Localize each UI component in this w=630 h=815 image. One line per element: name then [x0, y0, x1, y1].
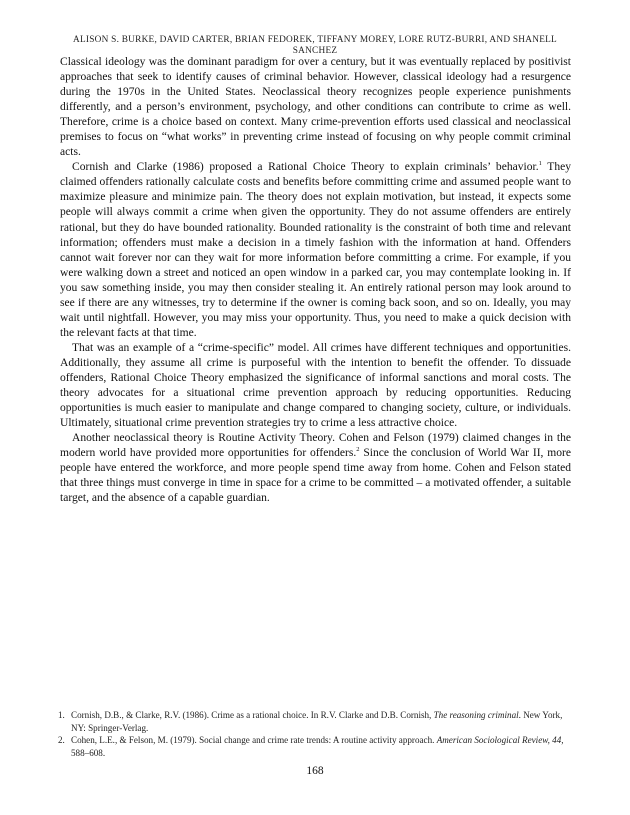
- footnote-text: 588–608.: [71, 747, 106, 758]
- footnote-title: American Sociological Review, 44,: [436, 735, 564, 746]
- footnote-number: 1.: [58, 710, 65, 720]
- footnote-text: . New York, NY: Springer-Verlag.: [71, 710, 563, 733]
- footnote-1: [60, 709, 571, 734]
- paragraph-routine-activity: [60, 431, 571, 506]
- footnote-number: 2.: [58, 735, 65, 746]
- page-number: 168: [306, 765, 324, 777]
- footnote-text: Cohen, L.E., & Felson, M. (1979). Social change and crime rate trends: A routine activity approach.: [71, 735, 437, 746]
- footnote-text: Cornish, D.B., & Clarke, R.V. (1986). Crime as a rational choice. In R.V. Clarke and D.B. Cornish,: [71, 710, 434, 720]
- paragraph-text: Cornish and Clarke (1986) proposed a Rational Choice Theory to explain criminals’ behavior.: [72, 161, 539, 174]
- footnotes: [60, 709, 571, 759]
- paragraph-text: Another neoclassical theory is Routine Activity Theory. Cohen and Felson (1979) claimed changes in the modern world have provided more opportunities for offenders.: [60, 432, 571, 460]
- paragraph-text: They claimed offenders rationally calculate costs and benefits before committing crime and assumed people want to maximize pleasure and minimize pain. The theory does not explain motivation, but instead, it expects some people will always commit a crime when given the opportunity. They do not assume offenders are entirely rational, but they do have bounded rationality. Bounded rationality is the constraint of both time and relevant information; offenders must make a decision in a timely fashion with the information at hand. Offenders cannot wait forever nor can they wait for more information before committing a crime. For example, if you were walking down a street and noticed an open window in a parked car, you may contemplate looking in. If you saw something inside, you may then consider stealing it. An entirely rational person may look around to see if there are any witnesses, try to determine if the owner is coming back soon, and so on. Ideally, you may wait until nightfall. However, you may miss your opportunity. Thus, you need to make a quick decision with the relevant facts at that time.: [60, 161, 572, 339]
- paragraph-classical-ideology: Classical ideology was the dominant paradigm for over a century, but it was eventually replaced by positivist approaches that seek to identify causes of criminal behavior. However, classical ideology had a resurgence during the 1970s in the United States. Neoclassical theory recognizes people experience punishments differently, and a person’s environment, psychology, and other conditions can contribute to crime as well. Therefore, crime is a choice based on context. Many crime-prevention efforts used classical and neoclassical premises to focus on “what works” in preventing crime instead of focusing on why people commit criminal acts.: [60, 56, 571, 159]
- paragraph-crime-specific: That was an example of a “crime-specific” model. All crimes have different techniques and opportunities. Additionally, they assume all crime is purposeful with the intention to benefit the offender. To dissuade offenders, Rational Choice Theory emphasized the significance of informal sanctions and moral costs. The theory advocates for a situational crime prevention approach by reducing opportunities. Reducing opportunities is much easier to manipulate and change compared to changing society, culture, or individuals. Ultimately, situational crime prevention strategies try to crime a less attractive choice.: [60, 341, 571, 430]
- paragraph-rational-choice: [60, 160, 571, 341]
- footnote-2: [60, 734, 571, 759]
- footnote-ref-1[interactable]: 1: [538, 160, 542, 168]
- body-text: [60, 55, 571, 506]
- footnote-title: The reasoning criminal: [433, 710, 519, 720]
- running-head: ALISON S. BURKE, DAVID CARTER, BRIAN FEDOREK, TIFFANY MOREY, LORE RUTZ-BURRI, AND SHANELL SANCHEZ: [73, 35, 557, 56]
- footnote-ref-2[interactable]: 2: [356, 446, 360, 454]
- paragraph-text: Since the conclusion of World War II, more people have entered the workforce, and more people spend time away from home. Cohen and Felson stated that three things must converge in time in space for a crime to be committed – a motivated offender, a suitable target, and the absence of a capable guardian.: [60, 447, 571, 505]
